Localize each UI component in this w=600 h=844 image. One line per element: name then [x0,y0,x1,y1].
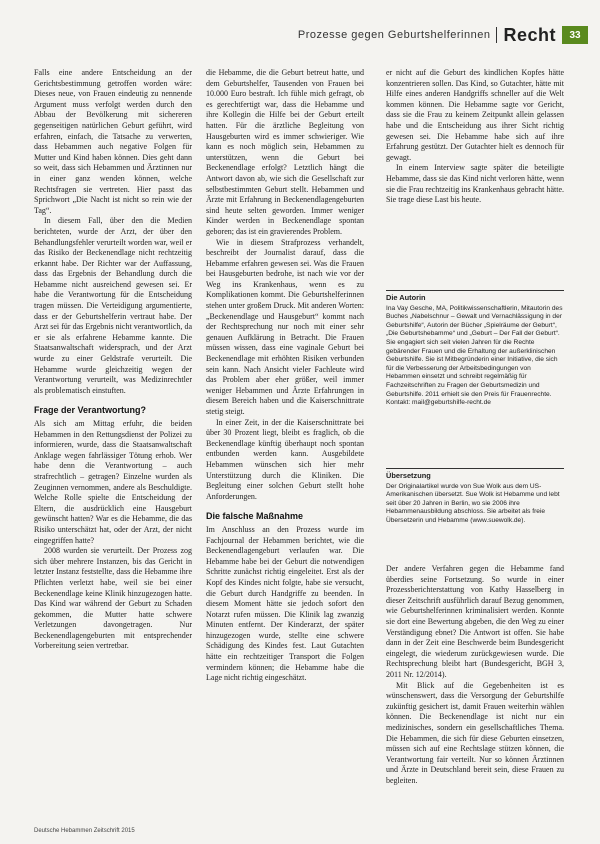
paragraph: In einer Zeit, in der die Kaiserschnittrate bei über 30 Prozent liegt, bleibt es fraglich, ob die Beckenendlage künftig überhaupt noch spontan entbunden werden kann. Ausgebildete Hebammen wünschen sich hier mehr Unterstützung durch die Kliniken. Die Begleitung einer solchen Geburt stellt hohe Anforderungen. [206,417,364,501]
header-title: Prozesse gegen Geburtshelferinnen [297,29,491,41]
paragraph: In einem Interview sagte später die beteiligte Hebamme, dass sie das Kind nicht verloren hätte, wenn sie die Frau rechtzeitig ins Krankenhaus gebracht hätte. Sie trage diese Last bis heute. [386,163,564,205]
text-column-3 [386,68,564,206]
subheading: Die falsche Maßnahme [206,511,304,522]
text-column-3-continued [386,564,564,786]
paragraph: die Hebamme, die die Geburt betreut hatte, und dem Geburtshelfer, Tausenden von Frauen bei 10.000 Euro bestraft. Ich fühle mich gefragt, ob es gerechtfertigt war, dass die Hebamme und ihre Kollegin die Hilfe bei der Geburt erteilt hatten. Für die ärztliche Begleitung von Hausgeburten wird es immer schwieriger. Wie kann es noch möglich sein, Hebammen zu unterstützen, wenn die Geburt bei Beckenendlage erfolgt? Letztlich hängt die Antwort davon ab, wie sich die Gesellschaft zur selbstbestimmten Geburt stellt. Hebammen und Ärzte mit Erfahrung in Beckenendlagengeburten sind heute selten geworden. Immer weniger Kinder werden in Beckenendlage spontan geboren; das ist ein gravierendes Problem. [206,68,364,236]
paragraph: 2008 wurden sie verurteilt. Der Prozess zog sich über mehrere Instanzen, bis das Gericht in letzter Instanz feststellte, dass die Hebamme ihre Pflichten verletzt habe, weil sie bei einer Beckenendlage keine Klinik hinzugezogen hatte. Das Kind war während der Geburt zu Schaden gekommen, die Mutter hatte schwere Verletzungen davongetragen. Nur Beckenendlagengeburten mit entsprechender Vorbereitung seien vertretbar. [34,546,192,651]
page-header [278,24,556,46]
header-section: Recht [503,24,556,45]
page-footer: Deutsche Hebammen Zeitschrift 2015 [34,828,135,834]
text-column-2 [206,68,364,684]
text-column-1 [34,68,192,652]
paragraph: Im Anschluss an den Prozess wurde im Fachjournal der Hebammen berichtet, wie die Beckenendlagengeburt verlaufen war. Die Hebamme habe bei der Geburt die notwendigen Schritte zunächst richtig eingeleitet. Erst als der Kopf des Kindes nicht folgte, habe sie versucht, die Geburt durch Handgriffe zu beenden. In diesem Moment hätte sie jedoch sofort den Notarzt rufen müssen. Die Klinik lag zwanzig Minuten entfernt. Der Kinderarzt, der später hinzugezogen wurde, stellte eine schwere Schädigung des Kindes fest. Laut Gutachten hätte ein rechtzeitiger Transport die Folgen vermindern können; die Hebamme habe die Lage nicht richtig eingeschätzt. [206,524,364,683]
paragraph: Als sich am Mittag erfuhr, die beiden Hebammen in den Rettungsdienst der Polizei zu informieren, wurde, dass die Staatsanwaltschaft Anklage wegen fahrlässiger Tötung erhob. Wer habe denn die Verantwortung – auch strafrechtlich – getragen? Einzelne wurden als Zeuginnen vernommen, andere als Beschuldigte. Welche Rolle spielte die Entscheidung der Eltern, die ausdrücklich eine Hausgeburt gewünscht hatten? War es die Hebamme, die das Risiko unterschätzt hat, oder der Arzt, der nicht eingegriffen hatte? [34,419,192,545]
paragraph: Wie in diesem Strafprozess verhandelt, beschreibt der Journalist darauf, dass die Hebamme erfahren gewesen sei. Was die Frauen bei Hausgeburten bedrohe, ist nach wie vor der Weg ins Krankenhaus, wenn es zu Komplikationen kommt. Die Geburtshelferinnen stehen unter großem Druck. Mit anderen Worten: „Beckenendlage und Hausgeburt“ kommt nach der Rechtsprechung nur noch mit einer sehr genauen Aufklärung in Betracht. Die Frauen müssen wissen, dass eine vaginale Geburt bei Beckenendlage mit erhöhten Risiken verbunden sein kann. Nach Ansicht vieler Fachleute wird das Problem aber eher größer, weil immer weniger Hebammen und Ärzte Erfahrungen in diesem Bereich haben und die Kaiserschnittrate stetig steigt. [206,237,364,416]
subheading: Frage der Verantwortung? [34,405,147,416]
author-box [386,290,564,408]
paragraph: Falls eine andere Entscheidung an der Gerichtsbestimmung getroffen worden wäre: Dieses neue, von Frauen eindeutig zu nennende Argument muss verfolgt werden durch den Abbau der Bevölkerung mit sichereren gegenseitigen natürlichen Geburt geführt, wird erfahren, einfach, die Tatsache zu verwerten, dass Hebammen auch negative Folgen für Mutter und Kind haben können. Dies geht dann so weit, dass sich Hebammen und Ärztinnen nur in einer ganz wenden können, welche Rechtsfragen sie vertreten. Hier passt das Sprichwort „Die Nacht ist nicht so rein wie der Tag“. [34,68,192,215]
author-box-text: Ina Vay Gesche, MA, Politikwissenschaftlerin, Mitautorin des Buches „Nabelschnur – Gewalt und Vernachlässigung in der Geburtshilfe“, Autorin der Bücher „Spielräume der Geburt“, „Die Geburtshebamme“ und „Geburt – Der Fall der Geburt“. Sie engagiert sich seit vielen Jahren für die Rechte gebärender Frauen und die Erhaltung der außerklinischen Geburtshilfe. Sie ist Mitbegründerin einer Initiative, die sich für die Verbesserung der Arbeitsbedingungen von Hebammen einsetzt und schreibt regelmäßig für Fachzeitschriften zu Fragen der Geburtsmedizin und Geburtshilfe. 2011 erhielt sie den Preis für Frauenrechte. Kontakt: mail@geburtshilfe-recht.de [386,304,563,407]
paragraph: In diesem Fall, über den die Medien berichteten, wurde der Arzt, der über den Behandlungsfehler verurteilt worden war, weil er das Risiko der Beckenendlage nicht rechtzeitig erkannt habe. Der Richter war der Auffassung, dass das Ergebnis der Behandlung durch die Hebamme nicht ausreichend gewesen sei. Er habe die Verantwortung für die Entscheidung tragen müssen. Die Verteidigung argumentierte, dass er der Geburtshelferin vertraut habe. Der Arzt sei für das Ergebnis nicht verantwortlich, da er sie als erfahrene Hebamme kannte. Die Staatsanwaltschaft widersprach, und der Arzt wurde zu einer Geldstrafe verurteilt. Die Hebamme wurde gleichzeitig wegen der Verantwortung verurteilt, was Medizinrechtler als problematisch einstuften. [34,216,192,395]
translation-box-title: Übersetzung [386,471,431,480]
header-divider [496,27,497,43]
translation-box-text: Der Originalartikel wurde von Sue Wolk aus dem US-Amerikanischen übersetzt. Sue Wolk ist Hebamme und lebt seit über 20 Jahren in Berlin, wo sie 2006 ihre Hebammenausbildung abschloss. Sie arbeitet als freie Übersetzerin und Hebamme (www.suewolk.de). [386,482,560,524]
paragraph: Der andere Verfahren gegen die Hebamme fand überdies seine Fortsetzung. So wurde in einer Prozessberichterstattung von Kathy Hasselberg in dieser Zeitschrift ausführlich darauf Bezug genommen, wie Geburtshelferinnen kriminalisiert werden. Konnte sie dort eine Bewertung abgeben, die den Weg zu einer Verständigung ebnet? Die Antwort ist offen. Sie habe dann in der Zeit eine Beschwerde beim Bundesgericht eingelegt, die wiederum zurückgewiesen wurde. Die Rechtsprechung bleibt hart (Bundesgericht, BGH 3, 2011 Nr. 12/2014). [386,564,564,679]
translation-box [386,468,564,526]
paragraph: er nicht auf die Geburt des kindlichen Kopfes hätte konzentrieren sollen. Das Kind, so Gutachter, hätte mit Hilfe eines anderen Handgriffs schneller auf die Welt kommen können. Die Hebamme sagte vor Gericht, dass sie die Frau zu keinem Zeitpunkt allein gelassen habe und die Entscheidung aus ihrer Sicht richtig gewesen sei. Die Hebamme habe sich auf ihre Erfahrung gestützt. Der Gutachter hielt es dennoch für gewagt. [386,68,564,162]
paragraph: Mit Blick auf die Gegebenheiten ist es wünschenswert, dass die Versorgung der Geburtshilfe zukünftig gesichert ist, damit Frauen weiterhin wählen können. Die Beckenendlage ist nicht nur ein medizinisches, sondern ein gesellschaftliches Thema. Die Hebammen, die sich für diese Geburten einsetzen, müssen sich auf eine Rechtslage stützen können, die Verantwortung fair verteilt. Nur so können Ärztinnen und Ärzte in Deutschland bereit sein, diese Frauen zu begleiten. [386,680,564,785]
author-box-title: Die Autorin [386,293,426,302]
page-number: 33 [562,26,588,44]
